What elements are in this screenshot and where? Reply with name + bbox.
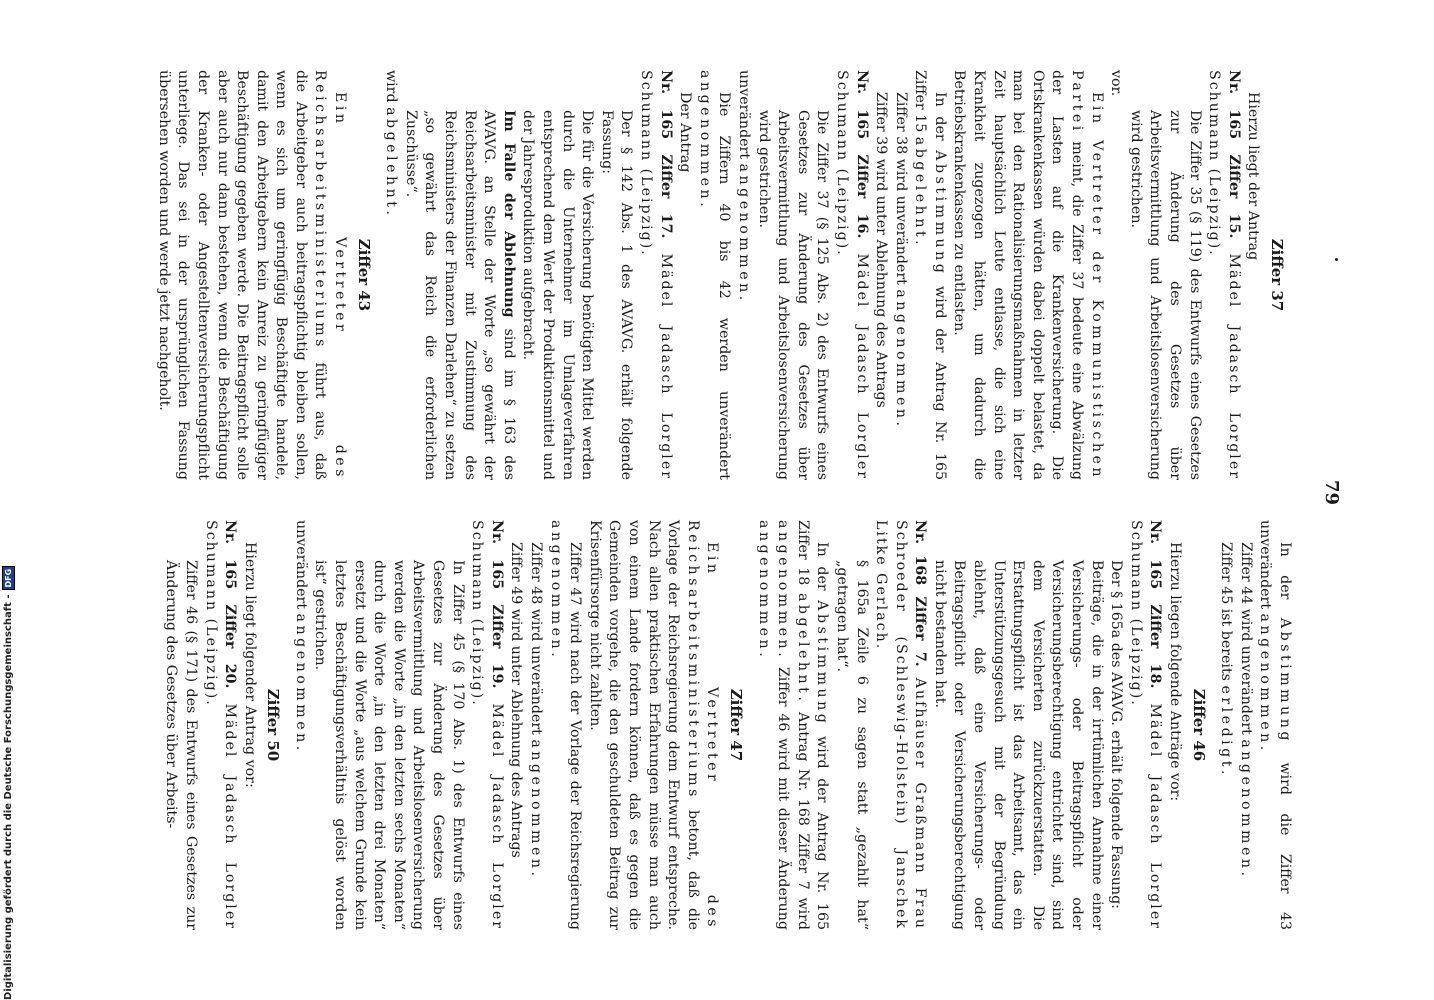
motion-number: Nr. 165 Ziffer 16.: [853, 70, 870, 239]
text: angenommen.: [755, 520, 772, 661]
motion-text: [518, 70, 596, 480]
text: unverändert: [735, 70, 752, 160]
motion-authors: Mädel Jadasch Lorgler Schumann (Leipzig).: [1206, 70, 1242, 481]
left-column: [153, 70, 1294, 480]
speaker: Ein Vertreter des Reichsarbeitsministeriums: [312, 70, 349, 480]
text: angenommen.: [735, 163, 752, 304]
text: Ziffer 46 wird mit dieser Änderung: [775, 666, 792, 930]
motion-reference: [635, 70, 674, 480]
paragraph: [584, 520, 721, 930]
paragraph: [506, 520, 526, 930]
section-heading-ziffer-43: Ziffer 43: [354, 238, 373, 312]
text: In der: [931, 92, 948, 141]
paragraph: [1164, 520, 1184, 930]
text: betont, daß die Vorlage der Reichsregierung dem Entwurf entspreche. Nach allen praktischen Erfahrungen müsse man auch von einem Lande fordern können, daß es gegen die Gemeinden vorgehe, die den geschuldeten Beitrag zur Krisenfürsorge nicht zahlten.: [586, 520, 701, 930]
text: In der: [1277, 542, 1293, 600]
dfg-logo: DFG: [2, 566, 15, 591]
text: wird der Antrag Nr. 165 Ziffer 15: [912, 70, 948, 481]
motion-number: Nr. 165 Ziffer 19.: [488, 520, 505, 689]
text: wird die Ziffer 43 unverändert: [1257, 520, 1293, 930]
motion-authors: Mädel Jadasch Lorgler Schumann (Leipzig).: [469, 520, 505, 931]
text: Die Ziffern 40 bis 42 werden unverändert: [716, 92, 733, 480]
paragraph: [1106, 70, 1126, 480]
section-heading-ziffer-37: Ziffer 37: [1268, 238, 1286, 312]
motion-number: Nr. 165 Ziffer 20.: [222, 520, 239, 689]
paragraph: [694, 70, 733, 480]
section-heading-ziffer-46: Ziffer 46: [1189, 688, 1208, 762]
paragraph: [753, 520, 831, 930]
paragraph: [153, 70, 349, 480]
text: sind im § 163 des AVAVG. an Stelle der Worte „so gewährt der Reichsarbeitsminister mit Zustimmung des Reichsministers der Finanzen Darlehen“ zu setzen „so gewährt das Reich die erforderlichen Zuschüsse“.: [402, 110, 517, 480]
text: unverändert: [292, 520, 309, 610]
motion-text: [1125, 70, 1203, 480]
text: Ziffer 39 wird unter Ablehnung des Antrags: [873, 92, 890, 408]
text: angenommen.: [1257, 613, 1274, 754]
text: meint, die Ziffer 37 bedeute eine Abwälzung der Lasten auf die Krankenversicherung. Die Ortskrankenkassen würden dabei doppelt belastet, da man bei den Rationalisierungsmaßnahmen in letzter Zeit hauptsächlich Leute entlasse, die sich eine Krankheit zugezogen hätten, um dadurch die Betriebskrankenkassen zu entlasten.: [951, 70, 1086, 480]
text: Ziffer 38 wird unverändert: [892, 92, 909, 285]
text: Der Antrag: [677, 92, 694, 173]
digitization-footer: [0, 0, 16, 1000]
text: Die für die Versicherung benötigten Mittel werden durch die Unternehmer im Umlageverfahren entsprechend dem Wert der Produktionsmittel und der Jahresproduktion aufgebracht.: [520, 110, 596, 480]
text: Beiträge, die in der irrtümlichen Annahme einer Versicherungs- oder Beitragspflicht oder Versicherungsberechtigung entrichtet sind, sind dem Versicherten zurückzuerstatten. Die Erstattungspflicht ist das Arbeitsamt, das ein Unterstützungsgesuch mit der Begründung ablehnt, daß eine Versicherungs- oder Beitragspflicht oder Versicherungsberechtigung nicht bestanden hat.: [931, 560, 1105, 930]
text: angenommen.: [696, 70, 713, 211]
motion-text: [400, 70, 518, 480]
text: erledigt.: [1218, 685, 1235, 778]
text: Der § 165a des AVAVG. erhält folgende Fassung:: [1108, 560, 1125, 909]
text: angenommen.: [547, 520, 564, 661]
text: angenommen.: [292, 613, 309, 754]
motion-text: [596, 70, 635, 480]
text: vor.: [1108, 70, 1125, 97]
text: Die Ziffer 35 (§ 119) des Entwurfs eines Gesetzes zur Änderung des Gesetzes über Arbeitsvermittlung und Arbeitslosenversicherung wird gestrichen.: [1127, 110, 1203, 480]
footer-text: Digitalisierung gefördert durch die Deutsche Forschungsgemeinschaft -: [2, 594, 14, 1000]
paragraph: [545, 520, 584, 930]
motion-authors: Mädel Jadasch Lorgler Schumann (Leipzig).: [202, 520, 239, 931]
text: Abstimmung: [1277, 617, 1293, 744]
text: In der: [814, 542, 831, 591]
text: Ziffer 47 wird nach der Vorlage der Reichsregierung: [567, 542, 584, 930]
motion-reference: [871, 520, 930, 930]
text: Der § 142 Abs. 1 des AVAVG. erhält folgende Fassung:: [598, 110, 635, 480]
text: Abstimmung: [814, 600, 831, 727]
paragraph: [290, 520, 310, 930]
motion-reference: [200, 520, 239, 930]
page-number: 79: [1321, 480, 1342, 506]
paragraph: [910, 70, 949, 480]
section-heading-ziffer-50: Ziffer 50: [264, 688, 283, 762]
text: angenommen.: [775, 520, 792, 661]
text: Die Ziffer 37 (§ 125 Abs. 2) des Entwurfs eines Gesetzes zur Änderung des Gesetzes über Arbeitsvermittlung und Arbeitslosenversicherung wird gestrichen.: [755, 110, 831, 480]
paragraph: [1255, 520, 1294, 930]
motion-text: [310, 520, 467, 930]
text: Abstimmung: [931, 150, 948, 277]
text: Ziffer 44 wird unverändert: [1237, 542, 1254, 735]
motion-reference: [1204, 70, 1243, 480]
text: Im Falle der Ablehnung: [500, 110, 517, 318]
text: angenommen.: [892, 289, 909, 430]
motion-reference: [831, 70, 870, 480]
motion-number: Nr. 165 Ziffer 18.: [1147, 520, 1164, 689]
paragraph: [675, 70, 695, 480]
text: abgelehnt.: [794, 592, 811, 705]
motion-text: [753, 70, 831, 480]
motion-text: [929, 520, 1105, 930]
text: Ziffer 49 wird unter Ablehnung des Antrags: [508, 542, 525, 858]
text: Hierzu liegen folgende Anträge vor:: [1167, 542, 1184, 802]
paragraph: [1243, 70, 1263, 480]
footer-text-row: [0, 0, 16, 1000]
speaker: Ein Vertreter des Reichsarbeitsministeriums: [684, 520, 721, 930]
paragraph: [890, 70, 910, 480]
motion-authors: Aufhäuser Graßmann Frau Schroeder (Schleswig-Holstein) Janschek Litke Gerlach.: [873, 520, 929, 931]
motion-number: Nr. 165 Ziffer 17.: [657, 70, 674, 239]
motion-reference: [467, 520, 506, 930]
text: führt aus, daß die Arbeitgeber auch beitragspflichtig bleiben sollen, wenn es sich um geringfügig Beschäftigte handele, damit den Arbeitgebern kein Anreiz zu geringfügiger Beschäftigung gegeben werde. Die Beitragspflicht solle aber auch nur dann bestehen, wenn die Beschäftigung der Kranken- oder Angestelltenversicherungspflicht unterliege. Das sei in der ursprünglichen Fassung übersehen worden und werde jetzt nachgeholt.: [155, 70, 329, 480]
right-column: [161, 520, 1294, 930]
motion-text: [831, 520, 870, 930]
paragraph: [1235, 520, 1255, 930]
text: Hierzu liegt der Antrag: [1245, 92, 1262, 261]
paragraph: [525, 520, 545, 930]
paragraph: [1216, 520, 1236, 930]
text: abgelehnt.: [383, 107, 400, 219]
motion-authors: Mädel Jadasch Lorgler Schumann (Leipzig).: [833, 70, 870, 481]
text: wird der Antrag Nr. 165 Ziffer 18: [794, 520, 831, 931]
text: wird: [383, 70, 400, 103]
text: Ziffer 46 (§ 171) des Entwurfs eines Gesetzes zur Änderung des Gesetzes über Arbeits-: [163, 560, 199, 930]
text: angenommen.: [1237, 739, 1254, 880]
motion-text: [161, 520, 200, 930]
paragraph: [381, 70, 401, 480]
motion-number: Nr. 168 Ziffer 7.: [912, 520, 929, 667]
text: abgelehnt.: [912, 136, 929, 249]
paragraph: [871, 70, 891, 480]
text: § 165a Zeile 6 zu sagen statt „gezahlt hat“ „getragen hat“.: [833, 560, 870, 930]
print-dot: [1335, 258, 1338, 261]
section-heading-ziffer-47: Ziffer 47: [726, 688, 745, 762]
motion-number: Nr. 165 Ziffer 15.: [1225, 70, 1242, 239]
text: Antrag Nr. 168 Ziffer 7 wird: [794, 712, 811, 930]
motion-authors: Mädel Jadasch Lorgler Schumann (Leipzig).: [1127, 520, 1164, 931]
text: Hierzu liegt folgender Antrag vor:: [241, 542, 258, 788]
motion-text: [1106, 520, 1126, 930]
paragraph: [733, 70, 753, 480]
paragraph: [949, 70, 1106, 480]
text: angenommen.: [528, 739, 545, 880]
speaker: Ein Vertreter der Kommunistischen Partei: [1069, 70, 1105, 480]
text: In Ziffer 45 (§ 170 Abs. 1) des Entwurfs eines Gesetzes zur Änderung des Gesetzes über Arbeitsvermittlung und Arbeitslosenversicherung werden die Worte „in den letzten sechs Monaten“ durch die Worte „in den letzten drei Monaten“ ersetzt und die Worte „aus welchem Grunde kein letztes Beschäftigungsverhältnis gelöst worden ist“ gestrichen.: [312, 560, 466, 930]
paragraph: [239, 520, 259, 930]
motion-reference: [1125, 520, 1164, 930]
text: Ziffer 45 ist bereits: [1218, 542, 1235, 681]
text: Ziffer 48 wird unverändert: [528, 542, 545, 735]
motion-authors: Mädel Jadasch Lorgler Schumann (Leipzig).: [638, 70, 674, 481]
